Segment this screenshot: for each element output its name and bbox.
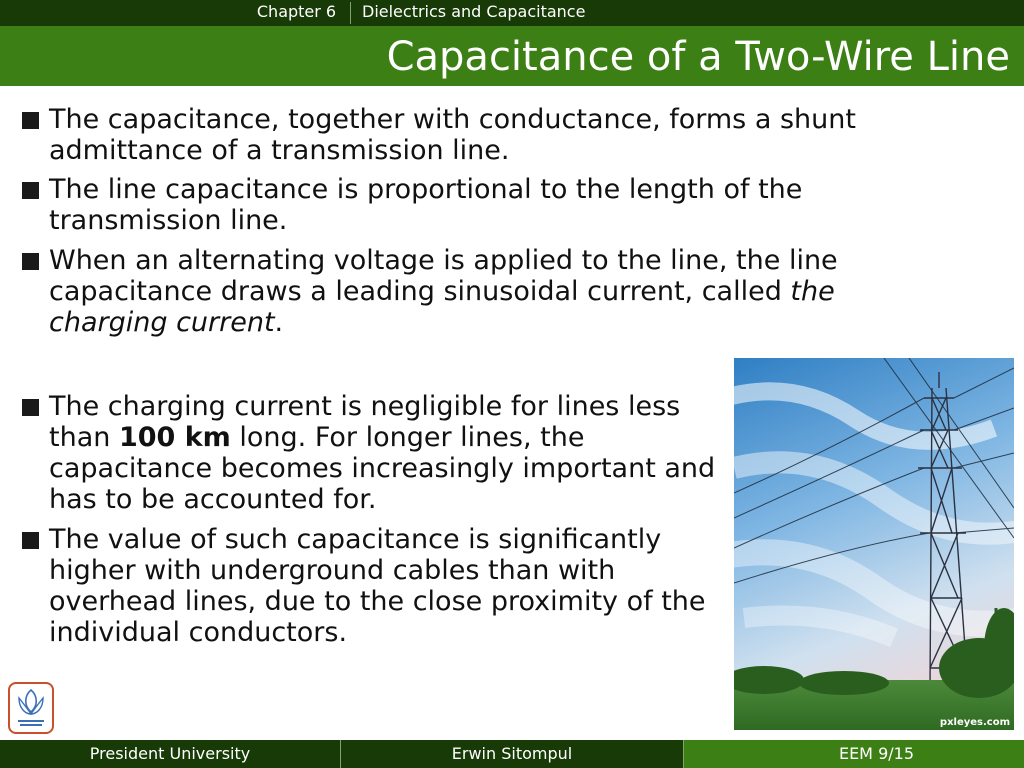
bullet-bold: 100 km (118, 422, 231, 453)
bullet-text: The value of such capacitance is significantly higher with underground cables than with overhead lines, due to the close proximity of the individual conductors. (49, 524, 706, 648)
bullet-text-part: long. For longer lines, the capacitance becomes increasingly important and has to be accounted for. (49, 422, 716, 515)
square-bullet-icon (22, 253, 39, 270)
president-university-logo (8, 682, 54, 734)
bullet-text-part: . (274, 307, 284, 338)
tower-illustration (734, 358, 1014, 730)
footer-author: Erwin Sitompul (341, 740, 683, 768)
bullet-text: The capacitance, together with conductance, forms a shunt admittance of a transmission line. (49, 104, 856, 166)
header-topbar (0, 0, 1024, 26)
bullet-text-part: The charging current is negligible for lines less than (49, 391, 681, 453)
slide-footer (0, 740, 1024, 768)
square-bullet-icon (22, 112, 39, 129)
bullet-text-part: When an alternating voltage is applied to the line, the line capacitance draws a leading sinusoidal current, called (49, 245, 838, 307)
footer-page-info (684, 740, 1024, 768)
slide-title: Capacitance of a Two-Wire Line (386, 34, 1010, 80)
square-bullet-icon (22, 399, 39, 416)
slide-header (0, 0, 1024, 86)
bullet-item (22, 174, 952, 236)
transmission-tower-photo (734, 358, 1014, 730)
bullet-text (49, 245, 952, 338)
page-number: EEM 9/15 (838, 744, 914, 763)
bullet-item (22, 104, 952, 166)
photo-watermark: pxleyes.com (939, 717, 1010, 728)
university-crest-icon (10, 684, 52, 732)
bullet-item (22, 245, 952, 338)
bullet-item (22, 391, 722, 515)
section-label: Dielectrics and Capacitance (362, 2, 586, 21)
bullet-emphasis: the charging current (49, 276, 835, 338)
square-bullet-icon (22, 182, 39, 199)
header-divider (350, 2, 351, 24)
bullet-item (22, 524, 722, 648)
square-bullet-icon (22, 532, 39, 549)
chapter-label: Chapter 6 (256, 2, 337, 21)
bullet-text (49, 391, 722, 515)
footer-institution: President University (0, 740, 340, 768)
bullet-text: The line capacitance is proportional to the length of the transmission line. (49, 174, 803, 236)
